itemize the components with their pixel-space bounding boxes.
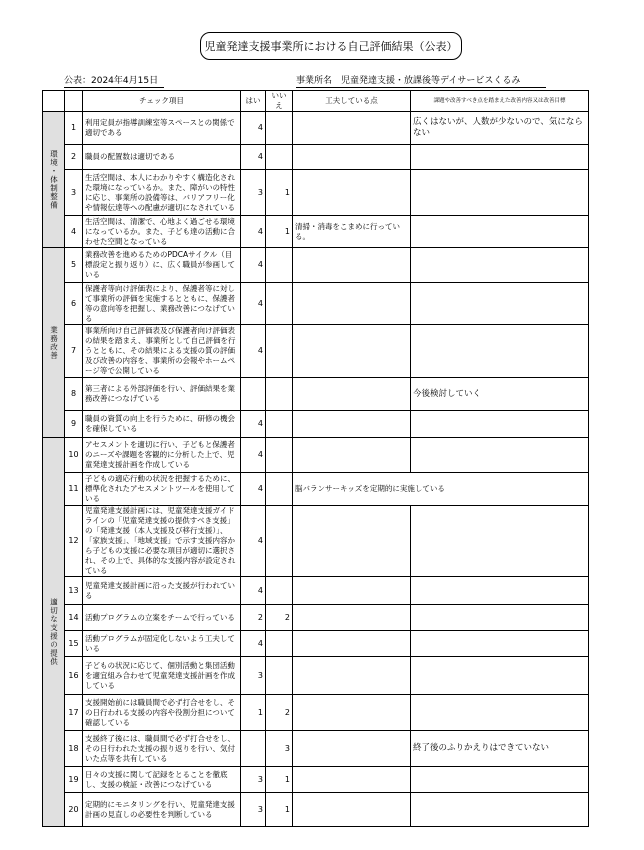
table-row bbox=[43, 605, 589, 631]
check-item: 定期的にモニタリングを行い、児童発達支援計画の見直しの必要性を判断している bbox=[83, 793, 241, 827]
check-item-header: チェック項目 bbox=[83, 91, 241, 112]
no-count bbox=[266, 378, 293, 411]
check-item: 支援終了後には、職員間で必ず打合せをし、その日行われた支援の振り返りを行い、気付いた点等を共有している bbox=[83, 731, 241, 767]
table-row bbox=[43, 657, 589, 695]
yes-count bbox=[241, 731, 266, 767]
improvement bbox=[411, 657, 589, 695]
improvement bbox=[411, 577, 589, 605]
table-row bbox=[43, 631, 589, 657]
row-number: 7 bbox=[65, 325, 83, 378]
work-point bbox=[293, 145, 411, 170]
improvement bbox=[411, 411, 589, 438]
yes-count: 4 bbox=[241, 325, 266, 378]
yes-count: 4 bbox=[241, 216, 266, 248]
work-point bbox=[293, 506, 411, 577]
table-row bbox=[43, 577, 589, 605]
row-number: 15 bbox=[65, 631, 83, 657]
yes-count: 3 bbox=[241, 170, 266, 216]
row-number: 18 bbox=[65, 731, 83, 767]
improvement bbox=[411, 248, 589, 283]
check-item: 支援開始前には職員間で必ず打合せをし、その日行われる支援の内容や役割分担について確認している bbox=[83, 695, 241, 731]
improvement bbox=[411, 216, 589, 248]
improvement bbox=[411, 145, 589, 170]
check-item: 職員の資質の向上を行うために、研修の機会を確保している bbox=[83, 411, 241, 438]
yes-count: 3 bbox=[241, 793, 266, 827]
yes-count: 4 bbox=[241, 283, 266, 325]
row-number: 3 bbox=[65, 170, 83, 216]
no-count: 1 bbox=[266, 216, 293, 248]
published-date: 公表：2024年4月15日 bbox=[64, 75, 164, 88]
table-row bbox=[43, 325, 589, 378]
work-point bbox=[293, 248, 411, 283]
no-count bbox=[266, 283, 293, 325]
category-environment: 環境・体制整備 bbox=[43, 112, 65, 248]
no-count bbox=[266, 473, 293, 506]
row-number: 17 bbox=[65, 695, 83, 731]
yes-count: 4 bbox=[241, 145, 266, 170]
table-row bbox=[43, 767, 589, 793]
row-number: 19 bbox=[65, 767, 83, 793]
improvement bbox=[411, 170, 589, 216]
table-row bbox=[43, 170, 589, 216]
work-point bbox=[293, 283, 411, 325]
number-header bbox=[65, 91, 83, 112]
table-row bbox=[43, 112, 589, 145]
no-count: 1 bbox=[266, 170, 293, 216]
improvement: 広くはないが、人数が少ないので、気にならない bbox=[411, 112, 589, 145]
work-point bbox=[293, 695, 411, 731]
header-row bbox=[43, 91, 589, 112]
table-row bbox=[43, 411, 589, 438]
evaluation-table bbox=[42, 90, 589, 827]
table-row bbox=[43, 506, 589, 577]
improvement bbox=[411, 631, 589, 657]
row-number: 12 bbox=[65, 506, 83, 577]
work-point: 清掃・消毒をこまめに行っている。 bbox=[293, 216, 411, 248]
check-item: 生活空間は、本人にわかりやすく構造化された環境になっているか。また、障がいの特性に応じ、事業所の設備等は、バリアフリー化や情報伝達等への配慮が適切になされている bbox=[83, 170, 241, 216]
check-item: 日々の支援に関して記録をとることを徹底し、支援の検証・改善につなげている bbox=[83, 767, 241, 793]
no-count bbox=[266, 248, 293, 283]
check-item: 利用定員が指導訓練室等スペースとの関係で適切である bbox=[83, 112, 241, 145]
yes-count: 4 bbox=[241, 248, 266, 283]
work-point bbox=[293, 438, 411, 473]
table-row bbox=[43, 378, 589, 411]
table-row bbox=[43, 731, 589, 767]
row-number: 14 bbox=[65, 605, 83, 631]
no-count bbox=[266, 411, 293, 438]
work-point bbox=[293, 657, 411, 695]
no-header: いいえ bbox=[266, 91, 293, 112]
category-support: 適切な支援の提供 bbox=[43, 438, 65, 827]
check-item: 第三者による外部評価を行い、評価結果を業務改善につなげている bbox=[83, 378, 241, 411]
no-count: 2 bbox=[266, 605, 293, 631]
office-name: 事業所名 児童発達支援・放課後等デイサービスくるみ bbox=[296, 75, 546, 88]
work-point bbox=[293, 325, 411, 378]
check-item: 活動プログラムが固定化しないよう工夫している bbox=[83, 631, 241, 657]
row-number: 13 bbox=[65, 577, 83, 605]
row-number: 20 bbox=[65, 793, 83, 827]
check-item: 児童発達支援計画に沿った支援が行われている bbox=[83, 577, 241, 605]
row-number: 6 bbox=[65, 283, 83, 325]
table-row bbox=[43, 793, 589, 827]
yes-count: 3 bbox=[241, 767, 266, 793]
no-count bbox=[266, 506, 293, 577]
work-point bbox=[293, 378, 411, 411]
check-item: 業務改善を進めるためのPDCAサイクル（目標設定と振り返り）に、広く職員が参画している bbox=[83, 248, 241, 283]
check-item: 事業所向け自己評価表及び保護者向け評価表の結果を踏まえ、事業所として自己評価を行うとともに、その結果による支援の質の評価及び改善の内容を、事業所の会報やホームページ等で公開している bbox=[83, 325, 241, 378]
no-count bbox=[266, 657, 293, 695]
improvement bbox=[411, 283, 589, 325]
check-item: 生活空間は、清潔で、心地よく過ごせる環境になっているか。また、子ども達の活動に合わせた空間となっている bbox=[83, 216, 241, 248]
row-number: 11 bbox=[65, 473, 83, 506]
check-item: 児童発達支援計画には、児童発達支援ガイドラインの「児童発達支援の提供すべき支援」の「発達支援（本人支援及び移行支援）」、「家族支援」、「地域支援」で示す支援内容から子どもの支援に必要な項目が適切に選択され、その上で、具体的な支援内容が設定されている bbox=[83, 506, 241, 577]
work-point bbox=[293, 577, 411, 605]
row-number: 2 bbox=[65, 145, 83, 170]
table-row bbox=[43, 473, 589, 506]
row-number: 5 bbox=[65, 248, 83, 283]
yes-count: 4 bbox=[241, 631, 266, 657]
yes-header: はい bbox=[241, 91, 266, 112]
improvement-header: 課題や改善すべき点を踏まえた改善内容又は改善目標 bbox=[411, 91, 589, 112]
no-count: 3 bbox=[266, 731, 293, 767]
category-operations: 業務改善 bbox=[43, 248, 65, 438]
work-point bbox=[293, 112, 411, 145]
no-count bbox=[266, 112, 293, 145]
improvement bbox=[411, 695, 589, 731]
check-item: 子どもの適応行動の状況を把握するために、標準化されたアセスメントツールを使用している bbox=[83, 473, 241, 506]
yes-count: 3 bbox=[241, 657, 266, 695]
check-item: 子どもの状況に応じて、個別活動と集団活動を適宜組み合わせて児童発達支援計画を作成している bbox=[83, 657, 241, 695]
table-row bbox=[43, 248, 589, 283]
row-number: 10 bbox=[65, 438, 83, 473]
table-row bbox=[43, 216, 589, 248]
no-count: 1 bbox=[266, 793, 293, 827]
improvement bbox=[411, 767, 589, 793]
work-point bbox=[293, 731, 411, 767]
work-point bbox=[293, 605, 411, 631]
no-count bbox=[266, 577, 293, 605]
check-item: アセスメントを適切に行い、子どもと保護者のニーズや課題を客観的に分析した上で、児童発達支援計画を作成している bbox=[83, 438, 241, 473]
no-count: 1 bbox=[266, 767, 293, 793]
no-count: 2 bbox=[266, 695, 293, 731]
row-number: 8 bbox=[65, 378, 83, 411]
no-count bbox=[266, 325, 293, 378]
improvement bbox=[411, 325, 589, 378]
work-point bbox=[293, 793, 411, 827]
improvement: 終了後のふりかえりはできていない bbox=[411, 731, 589, 767]
table-row bbox=[43, 145, 589, 170]
yes-count: 2 bbox=[241, 605, 266, 631]
improvement bbox=[411, 506, 589, 577]
improvement bbox=[411, 438, 589, 473]
work-point: 脳バランサーキッズを定期的に実施している bbox=[293, 473, 589, 506]
table-row bbox=[43, 283, 589, 325]
work-point bbox=[293, 411, 411, 438]
document-title: 児童発達支援事業所における自己評価結果（公表） bbox=[200, 32, 462, 60]
no-count bbox=[266, 438, 293, 473]
check-item: 職員の配置数は適切である bbox=[83, 145, 241, 170]
row-number: 1 bbox=[65, 112, 83, 145]
work-point bbox=[293, 170, 411, 216]
table-row bbox=[43, 695, 589, 731]
yes-count: 4 bbox=[241, 438, 266, 473]
work-header: 工夫している点 bbox=[293, 91, 411, 112]
yes-count: 4 bbox=[241, 577, 266, 605]
yes-count: 4 bbox=[241, 411, 266, 438]
check-item: 活動プログラムの立案をチームで行っている bbox=[83, 605, 241, 631]
corner-cell bbox=[43, 91, 65, 112]
work-point bbox=[293, 631, 411, 657]
row-number: 4 bbox=[65, 216, 83, 248]
improvement: 今後検討していく bbox=[411, 378, 589, 411]
yes-count: 4 bbox=[241, 112, 266, 145]
improvement bbox=[411, 793, 589, 827]
work-point bbox=[293, 767, 411, 793]
yes-count: 4 bbox=[241, 506, 266, 577]
row-number: 16 bbox=[65, 657, 83, 695]
no-count bbox=[266, 631, 293, 657]
yes-count: 1 bbox=[241, 695, 266, 731]
check-item: 保護者等向け評価表により、保護者等に対して事業所の評価を実施するとともに、保護者等の意向等を把握し、業務改善につなげている bbox=[83, 283, 241, 325]
improvement bbox=[411, 605, 589, 631]
no-count bbox=[266, 145, 293, 170]
row-number: 9 bbox=[65, 411, 83, 438]
yes-count bbox=[241, 378, 266, 411]
yes-count: 4 bbox=[241, 473, 266, 506]
table-row bbox=[43, 438, 589, 473]
